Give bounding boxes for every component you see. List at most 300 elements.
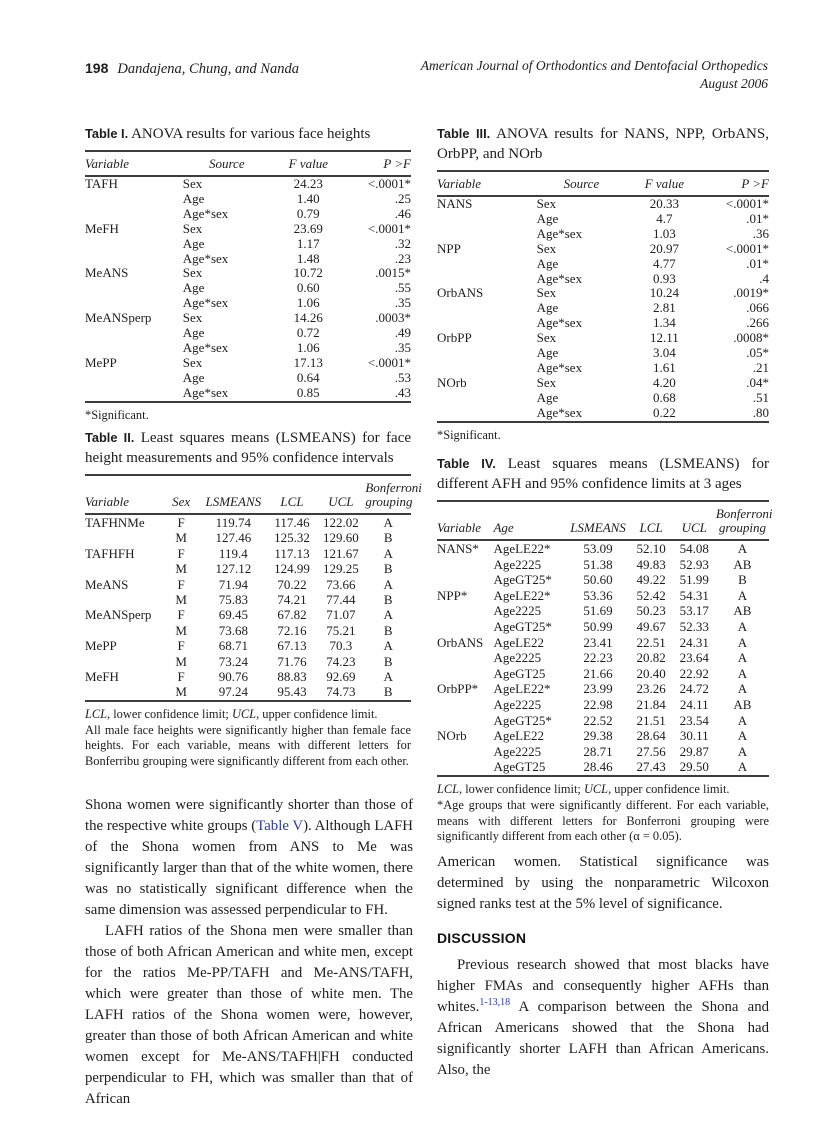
table-row <box>85 530 411 545</box>
table-cell: <.0001* <box>725 240 769 256</box>
journal-title: American Journal of Orthodontics and Dentofacial Orthopedics <box>420 58 768 73</box>
reference-link[interactable]: 1-13,18 <box>479 997 511 1009</box>
table-cell <box>85 192 183 207</box>
column-header: Variable <box>85 156 130 171</box>
table-2-label: Table II. <box>85 430 135 445</box>
table-cell: .0003* <box>375 310 411 326</box>
table-cell: 68.71 <box>218 638 248 654</box>
table-cell: Age <box>182 235 205 251</box>
table-cell: .43 <box>394 384 411 400</box>
table-row <box>85 386 411 402</box>
table-cell: 95.43 <box>277 684 307 700</box>
table-row <box>85 371 411 386</box>
table-cell: 67.82 <box>277 607 307 623</box>
table-row <box>437 286 769 301</box>
table-cell: MeANS <box>85 576 129 592</box>
table-cell: 71.07 <box>326 607 356 623</box>
table-cell: 53.36 <box>583 587 613 603</box>
table-row <box>437 316 769 331</box>
table-cell: Age*sex <box>182 384 229 400</box>
table-row <box>85 592 411 607</box>
table-row <box>437 588 769 604</box>
paragraph <box>85 795 413 921</box>
table-cell: 69.45 <box>218 607 248 623</box>
column-header: Source <box>208 156 245 171</box>
table-cell: 0.79 <box>296 205 320 221</box>
footnote-abbrev: LCL <box>437 781 460 796</box>
column-header: UCL <box>328 494 354 509</box>
table-cell <box>437 650 493 666</box>
table-row <box>85 623 411 638</box>
table-cell: 21.84 <box>636 696 666 712</box>
table-v-link[interactable]: Table V <box>256 818 304 834</box>
table-cell: .35 <box>394 295 411 311</box>
table-cell: 30.11 <box>679 728 709 744</box>
column-header: Age <box>493 520 514 535</box>
table-cell: .0015* <box>375 265 411 281</box>
table-cell: .55 <box>394 280 411 296</box>
paragraph-text: Previous research showed that most blacks have higher FMAs and consequently higher AFHs than whites. <box>437 957 769 1015</box>
table-cell: F <box>177 607 185 623</box>
table-cell: 129.25 <box>323 561 359 577</box>
table-cell: 67.13 <box>277 638 307 654</box>
table-cell: 51.69 <box>583 603 613 619</box>
table-row <box>85 237 411 252</box>
column-header: Source <box>563 176 600 191</box>
column-header: LSMEANS <box>570 520 626 535</box>
table-cell: 23.54 <box>679 712 709 728</box>
table-cell: .80 <box>752 404 769 420</box>
table-cell <box>85 386 183 402</box>
table-cell: .53 <box>394 369 411 385</box>
table-cell: 90.76 <box>218 669 248 685</box>
table-header-row <box>437 171 769 196</box>
table-cell: A <box>737 681 748 697</box>
table-cell <box>437 257 537 272</box>
table-cell: B <box>383 530 393 546</box>
table-cell: 0.64 <box>296 369 320 385</box>
table-cell: A <box>737 759 748 775</box>
footnote-abbrev: UCL <box>231 706 257 721</box>
table-cell: AgeGT25* <box>493 712 552 728</box>
table-cell: A <box>737 728 748 744</box>
table-cell: 73.66 <box>326 576 356 592</box>
column-header: Bonferroni grouping <box>365 480 422 509</box>
table-cell: 2.81 <box>653 300 676 316</box>
table-cell: 77.44 <box>326 592 356 608</box>
table-cell: B <box>383 592 393 608</box>
table-row <box>85 207 411 222</box>
table-cell: Sex <box>536 196 557 211</box>
table-cell: .23 <box>394 250 411 266</box>
table-cell: 1.17 <box>296 235 320 251</box>
table-cell: 20.33 <box>649 196 680 211</box>
table-cell: F <box>177 515 185 530</box>
table-cell: .35 <box>394 339 411 355</box>
table-cell: .0019* <box>733 285 769 301</box>
table-cell <box>437 272 537 287</box>
table-cell: AgeLE22 <box>493 634 544 650</box>
table-cell: 24.31 <box>679 634 709 650</box>
table-cell: Age <box>182 369 205 385</box>
footnote-text: , upper confidence limit. <box>608 781 730 796</box>
table-cell: 53.09 <box>583 541 613 556</box>
table-row <box>437 540 769 557</box>
table-cell: 127.46 <box>215 530 252 546</box>
table-3-block <box>437 124 769 443</box>
table-row <box>85 638 411 653</box>
table-cell: A <box>737 587 748 603</box>
table-cell: 24.72 <box>679 681 709 697</box>
table-1-footnote: *Significant. <box>85 407 149 422</box>
table-cell: AB <box>733 696 752 712</box>
column-header: F value <box>288 156 328 171</box>
table-cell: 23.41 <box>583 634 613 650</box>
table-cell: 119.4 <box>218 545 248 561</box>
table-2-footnote <box>85 707 411 723</box>
table-cell: 4.77 <box>653 255 676 271</box>
table-cell: 29.50 <box>679 759 709 775</box>
table-row <box>85 176 411 192</box>
table-4-footnote-2: *Age groups that were significantly different. For each variable, means with different letters for Bonferroni grouping were significantly different from each other (α = 0.05). <box>437 797 769 844</box>
table-cell <box>437 406 537 422</box>
table-row <box>85 192 411 207</box>
table-cell: .05* <box>746 345 769 361</box>
table-4-footnote <box>437 782 769 798</box>
table-cell <box>85 623 163 638</box>
table-cell: 3.04 <box>653 345 676 361</box>
table-4 <box>437 500 773 777</box>
table-cell: OrbANS <box>437 634 484 650</box>
table-cell: F <box>177 576 185 592</box>
table-cell <box>85 326 183 341</box>
table-row <box>85 514 411 530</box>
table-row <box>85 341 411 356</box>
table-cell: Sex <box>182 354 203 370</box>
table-cell: Sex <box>536 285 557 301</box>
table-cell: OrbANS <box>437 285 484 301</box>
table-row <box>85 326 411 341</box>
column-header: Variable <box>437 520 482 535</box>
table-row <box>437 331 769 346</box>
table-cell: 22.51 <box>636 634 666 650</box>
table-cell: 29.87 <box>679 743 709 759</box>
table-cell: 23.26 <box>636 681 666 697</box>
table-cell: OrbPP <box>437 330 472 346</box>
table-cell: 54.31 <box>679 587 709 603</box>
table-cell: 21.66 <box>583 665 613 681</box>
table-4-caption <box>437 454 769 494</box>
table-cell: 27.56 <box>636 743 666 759</box>
table-row <box>437 227 769 242</box>
table-cell: NANS* <box>437 541 479 556</box>
table-cell: TAFHNMe <box>85 515 145 530</box>
table-row <box>437 728 769 744</box>
table-cell: M <box>175 530 187 546</box>
table-row <box>437 650 769 666</box>
table-cell: 0.60 <box>296 280 320 296</box>
table-cell: .49 <box>394 325 411 341</box>
table-cell <box>85 207 183 222</box>
table-cell: .51 <box>752 389 769 405</box>
table-cell: A <box>383 545 393 561</box>
table-row <box>437 572 769 588</box>
table-row <box>437 619 769 635</box>
table-cell: 52.42 <box>636 587 666 603</box>
table-cell: 1.06 <box>296 339 320 355</box>
table-cell: 1.03 <box>653 225 676 241</box>
table-cell <box>437 572 493 588</box>
table-cell: A <box>383 576 393 592</box>
table-cell: 1.48 <box>296 250 320 266</box>
table-row <box>437 212 769 227</box>
table-cell <box>85 252 183 267</box>
table-cell: B <box>383 684 393 700</box>
table-cell: AgeGT25* <box>493 572 552 588</box>
table-cell: A <box>383 607 393 623</box>
table-cell: 14.26 <box>293 310 323 326</box>
table-cell: <.0001* <box>367 354 411 370</box>
authors: Dandajena, Chung, and Nanda <box>117 61 300 77</box>
table-row <box>437 697 769 713</box>
table-cell: 54.08 <box>679 541 709 556</box>
table-cell: Age2225 <box>493 650 542 666</box>
table-row <box>437 681 769 697</box>
table-cell: 117.13 <box>274 545 310 561</box>
table-cell <box>85 530 163 545</box>
footnote-abbrev: UCL <box>583 781 609 796</box>
table-cell <box>437 697 493 713</box>
table-cell <box>85 296 183 311</box>
table-cell: 71.94 <box>218 576 248 592</box>
table-cell: B <box>383 622 393 638</box>
table-row <box>85 561 411 576</box>
table-cell: AB <box>733 556 752 572</box>
table-row <box>85 252 411 267</box>
table-cell: M <box>175 561 187 577</box>
table-cell: 53.17 <box>679 603 709 619</box>
table-cell <box>437 227 537 242</box>
table-4-title: Least squares means (LSMEANS) for different AFH and 95% confidence limits at 3 ages <box>437 456 770 492</box>
column-header: LCL <box>639 520 663 535</box>
table-cell: Sex <box>536 330 557 346</box>
table-row <box>85 684 411 700</box>
table-cell: 125.32 <box>274 530 310 546</box>
footnote-text: , lower confidence limit; <box>459 781 584 796</box>
table-cell: Age2225 <box>493 556 542 572</box>
table-cell: 50.23 <box>636 603 666 619</box>
table-row <box>437 242 769 257</box>
table-cell <box>437 212 537 227</box>
table-cell: 72.16 <box>277 622 307 638</box>
table-cell: 74.73 <box>326 684 356 700</box>
table-cell: .066 <box>746 300 769 316</box>
table-cell: Age*sex <box>536 404 583 420</box>
table-cell <box>85 654 163 669</box>
table-cell: <.0001* <box>725 196 769 211</box>
table-cell: 124.99 <box>274 561 310 577</box>
table-cell: A <box>737 650 748 666</box>
table-cell: A <box>383 669 393 685</box>
table-cell: B <box>383 561 393 577</box>
table-cell: AB <box>733 603 752 619</box>
table-cell: 122.02 <box>323 515 359 530</box>
table-cell <box>85 561 163 576</box>
paragraph: American women. Statistical significance was determined by using the nonparametric Wilcoxon signed ranks test at the 5% level of significance. <box>437 854 769 912</box>
table-cell: 49.22 <box>636 572 666 588</box>
table-cell: Age*sex <box>182 205 229 221</box>
table-cell: A <box>737 712 748 728</box>
table-cell: 0.68 <box>653 389 676 405</box>
table-cell: A <box>737 634 748 650</box>
table-cell: Age*sex <box>536 225 583 241</box>
table-cell <box>437 361 537 376</box>
table-cell: Age*sex <box>182 250 229 266</box>
table-row <box>437 272 769 287</box>
table-row <box>437 301 769 316</box>
table-cell: Age <box>536 345 559 361</box>
table-cell: Sex <box>536 374 557 390</box>
table-cell: 52.93 <box>679 556 709 572</box>
table-cell: 28.46 <box>583 759 613 775</box>
table-cell <box>85 341 183 356</box>
column-header: P >F <box>741 176 769 191</box>
table-cell: 88.83 <box>277 669 307 685</box>
table-cell: MeANSperp <box>85 310 152 326</box>
table-cell: OrbPP* <box>437 681 479 697</box>
footnote-text: , lower confidence limit; <box>107 706 232 721</box>
paragraph-text: ). Although LAFH of the Shona women from ANS to Me was significantly larger than that of the white women, there was no statistically significant difference when the same dimension was assessed perpendicular to FH. <box>85 818 413 918</box>
table-cell: 50.99 <box>583 618 613 634</box>
page-number: 198 <box>85 60 109 76</box>
column-header: Variable <box>85 494 130 509</box>
table-cell: F <box>177 638 185 654</box>
table-cell: Age*sex <box>536 359 583 375</box>
table-row <box>85 607 411 622</box>
table-cell <box>437 619 493 635</box>
table-cell <box>85 592 163 607</box>
table-row <box>437 376 769 391</box>
table-cell: 22.52 <box>583 712 613 728</box>
table-cell <box>437 603 493 619</box>
table-cell: 70.3 <box>329 638 353 654</box>
table-cell: .01* <box>746 255 769 271</box>
table-2-footnote-2: All male face heights were significantly higher than female face heights. For each variable, means with different letters for Bonferribu grouping were significantly different from each other. <box>85 722 411 769</box>
table-cell: Sex <box>182 220 203 236</box>
table-cell: Age*sex <box>182 295 229 311</box>
table-row <box>85 577 411 592</box>
table-cell: NANS <box>437 196 473 211</box>
table-cell: MePP <box>85 354 117 370</box>
table-row <box>437 603 769 619</box>
table-4-label: Table IV. <box>437 456 496 471</box>
table-cell: B <box>738 572 747 588</box>
table-row <box>437 196 769 212</box>
table-cell <box>85 281 183 296</box>
table-3-title: ANOVA results for NANS, NPP, OrbANS, OrbPP, and NOrb <box>437 126 769 162</box>
table-row <box>85 296 411 311</box>
table-cell: F <box>177 545 185 561</box>
table-row <box>437 346 769 361</box>
table-cell: 27.43 <box>636 759 666 775</box>
footnote-text: , upper confidence limit. <box>256 706 378 721</box>
table-cell: 21.51 <box>636 712 666 728</box>
table-cell <box>437 301 537 316</box>
table-cell: 1.61 <box>653 359 676 375</box>
table-2-title: Least squares means (LSMEANS) for face height measurements and 95% confidence intervals <box>85 430 412 466</box>
paragraph-text: Shona women were significantly shorter than those of the respective white groups ( <box>85 797 413 834</box>
column-header: LCL <box>280 494 304 509</box>
table-cell: Age <box>182 325 205 341</box>
table-cell: MeANSperp <box>85 607 152 623</box>
table-cell: AgeGT25 <box>493 665 546 681</box>
paragraph <box>437 955 769 1081</box>
column-header: LSMEANS <box>205 494 262 509</box>
table-cell <box>437 713 493 729</box>
table-cell: Age2225 <box>493 603 542 619</box>
table-cell: NPP* <box>437 587 468 603</box>
table-row <box>437 744 769 760</box>
column-header: UCL <box>681 520 707 535</box>
table-cell: 70.22 <box>277 576 307 592</box>
table-cell: TAFH <box>85 176 118 191</box>
table-3-caption <box>437 124 769 164</box>
table-cell: .266 <box>746 315 769 331</box>
table-cell: 10.72 <box>293 265 323 281</box>
table-cell: 10.24 <box>649 285 680 301</box>
table-cell: Age2225 <box>493 696 542 712</box>
table-cell: .25 <box>394 190 411 206</box>
table-1-title: ANOVA results for various face heights <box>131 126 371 142</box>
table-cell: 28.71 <box>583 743 613 759</box>
table-cell <box>437 557 493 573</box>
table-cell: Age*sex <box>182 339 229 355</box>
table-cell: 49.83 <box>636 556 666 572</box>
discussion-heading: DISCUSSION <box>437 930 527 946</box>
table-cell: MeANS <box>85 265 129 281</box>
table-cell: <.0001* <box>367 176 411 191</box>
table-cell: .01* <box>746 210 769 226</box>
table-cell: 75.83 <box>218 592 248 608</box>
table-cell <box>85 684 163 700</box>
running-head-right <box>421 57 768 92</box>
table-cell: 1.34 <box>653 315 676 331</box>
table-cell: MeFH <box>85 220 119 236</box>
table-cell: 0.93 <box>653 270 676 286</box>
table-cell: .21 <box>752 359 769 375</box>
table-cell <box>437 744 493 760</box>
table-header-row <box>85 475 411 514</box>
table-cell: .4 <box>759 270 769 286</box>
column-header: F value <box>644 176 685 191</box>
table-2-caption <box>85 428 411 468</box>
footnote-abbrev: LCL <box>85 706 108 721</box>
table-row <box>85 546 411 561</box>
table-cell: 24.23 <box>293 176 323 191</box>
table-row <box>437 713 769 729</box>
table-cell: 1.06 <box>296 295 320 311</box>
table-cell: 75.21 <box>326 622 356 638</box>
table-cell: 4.20 <box>653 374 676 390</box>
table-2-block <box>85 428 422 770</box>
table-row <box>437 406 769 422</box>
table-cell: AgeGT25 <box>493 759 546 775</box>
table-cell: 97.24 <box>218 684 248 700</box>
table-cell: TAFHFH <box>85 545 135 561</box>
table-cell: .36 <box>752 225 769 241</box>
table-cell: 119.74 <box>215 515 251 530</box>
table-header-row <box>437 501 769 540</box>
